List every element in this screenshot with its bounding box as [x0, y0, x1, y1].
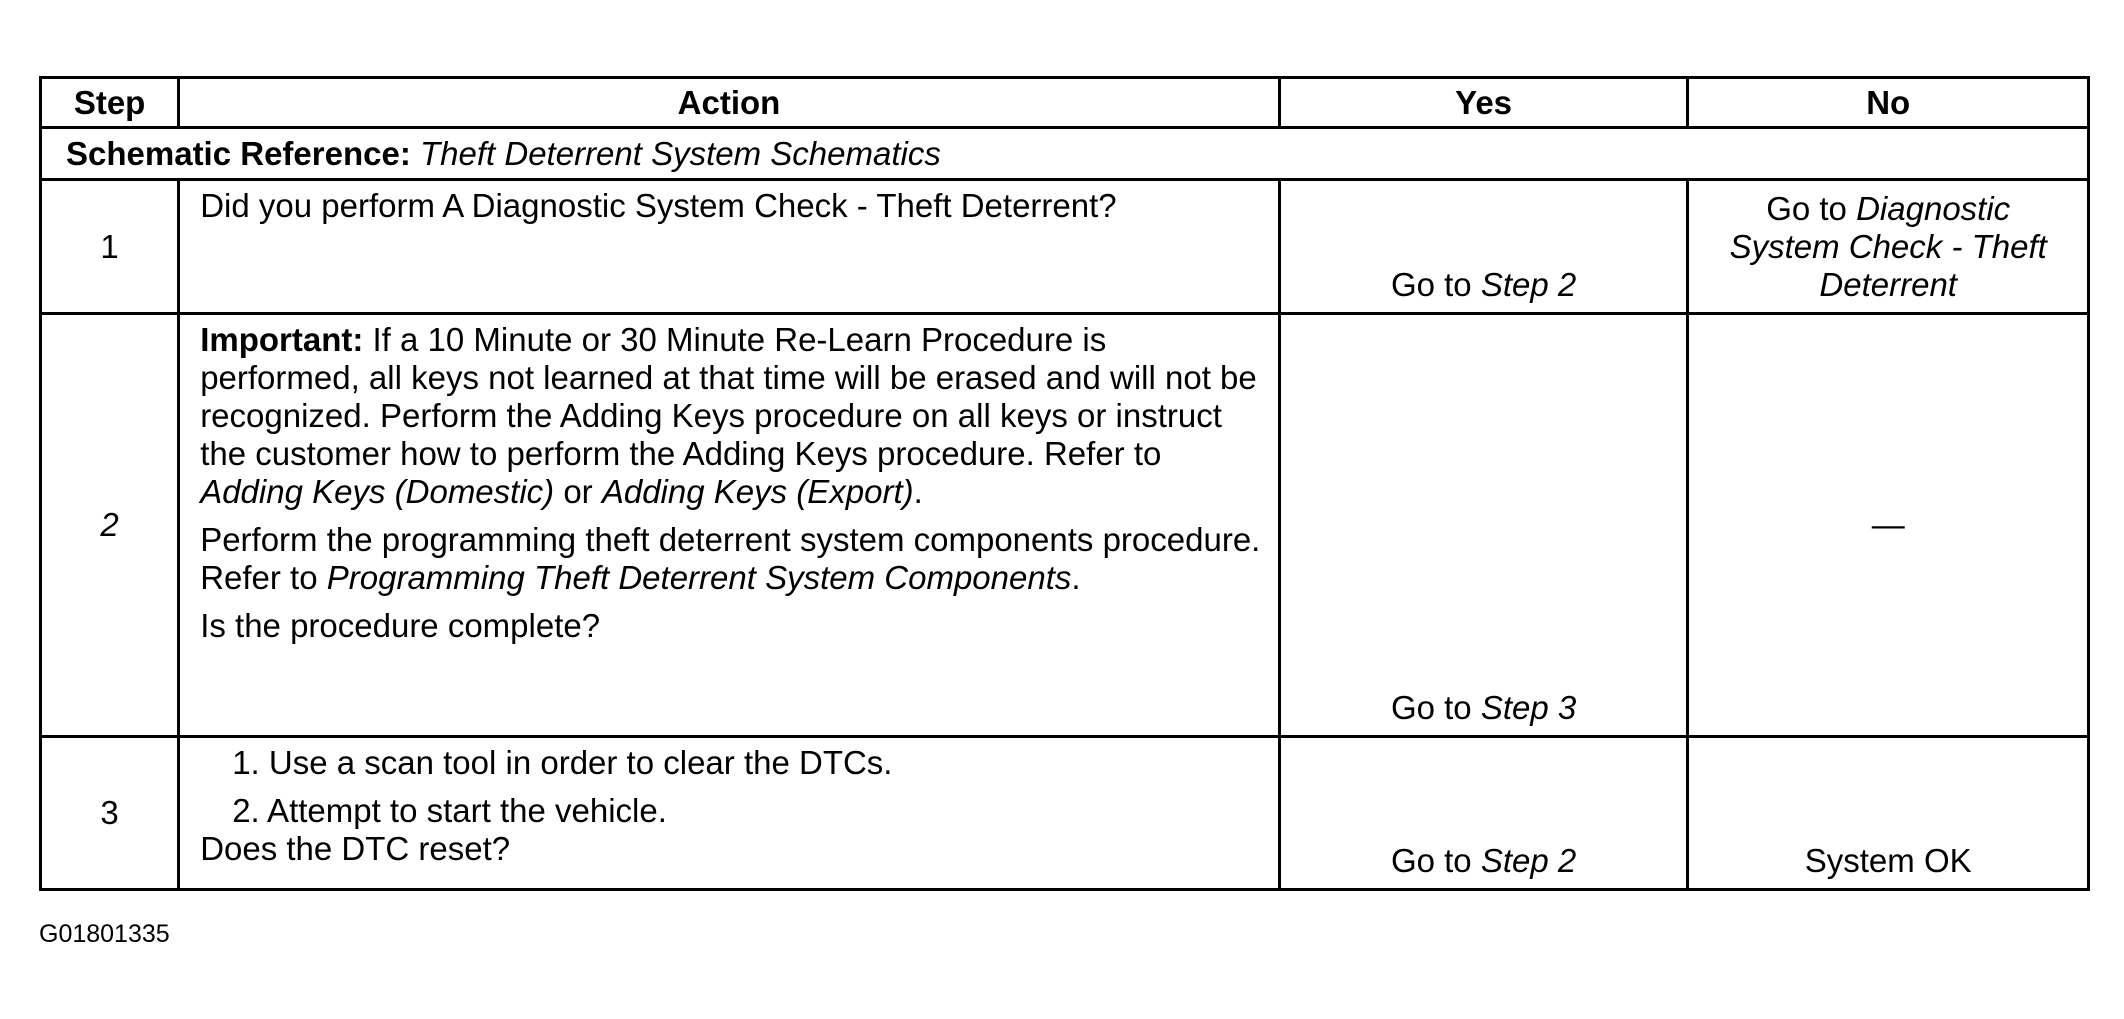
header-yes: Yes	[1279, 78, 1688, 128]
no-cell	[1688, 737, 2089, 890]
no-link-part-3[interactable]: Deterrent	[1819, 266, 1957, 303]
adding-keys-domestic-link[interactable]: Adding Keys (Domestic)	[200, 473, 555, 510]
no-value: System OK	[1804, 842, 1972, 879]
yes-prefix: Go to	[1390, 689, 1481, 726]
action-question: Is the procedure complete?	[200, 607, 601, 644]
schematic-reference-row	[41, 128, 2089, 180]
action-list	[200, 744, 1268, 830]
step-number-text: 2	[100, 506, 119, 543]
step-number: 1	[41, 180, 179, 314]
no-link-part-2[interactable]: System Check - Theft	[1729, 228, 2047, 265]
yes-step-link[interactable]: Step 3	[1480, 689, 1577, 726]
no-cell	[1688, 180, 2089, 314]
ref-or-text: or	[554, 473, 602, 510]
header-row	[41, 78, 2089, 128]
header-step: Step	[41, 78, 179, 128]
yes-cell	[1279, 180, 1688, 314]
schematic-reference-cell	[41, 128, 2089, 180]
no-value-dash: —	[1871, 506, 1905, 543]
no-link-part-1[interactable]: Diagnostic	[1856, 190, 2011, 227]
step-number	[41, 314, 179, 737]
important-note	[200, 321, 1268, 511]
action-question: Did you perform A Diagnostic System Check - Theft Deterrent?	[200, 187, 1117, 224]
step-number: 3	[41, 737, 179, 890]
programming-instruction	[200, 521, 1268, 597]
no-prefix: Go to	[1766, 190, 1857, 227]
yes-cell	[1279, 737, 1688, 890]
header-action: Action	[179, 78, 1280, 128]
schematic-reference-label: Schematic Reference:	[66, 134, 411, 172]
table-row-step-3	[41, 737, 2089, 890]
figure-code: G01801335	[39, 920, 170, 948]
diagnostic-table	[39, 76, 2090, 891]
list-item: 1. Use a scan tool in order to clear the DTCs.	[232, 744, 893, 781]
yes-prefix: Go to	[1390, 266, 1481, 303]
header-no: No	[1688, 78, 2089, 128]
table-row-step-2	[41, 314, 2089, 737]
yes-step-link[interactable]: Step 2	[1480, 266, 1577, 303]
no-cell	[1688, 314, 2089, 737]
adding-keys-export-link[interactable]: Adding Keys (Export)	[601, 473, 914, 510]
action-cell	[179, 180, 1280, 314]
action-cell	[179, 314, 1280, 737]
table-row-step-1	[41, 180, 2089, 314]
ref-end-text: .	[913, 473, 923, 510]
programming-link[interactable]: Programming Theft Deterrent System Components	[326, 559, 1072, 596]
list-item: 2. Attempt to start the vehicle.	[232, 792, 667, 829]
schematic-reference-link[interactable]: Theft Deterrent System Schematics	[420, 134, 941, 172]
yes-step-link[interactable]: Step 2	[1480, 842, 1577, 879]
important-label: Important:	[200, 321, 364, 358]
important-text: If a 10 Minute or 30 Minute Re-Learn Procedure is performed, all keys not learned at that time will be erased and will not be recognized. Perform the Adding Keys procedure on all keys or instruct the customer how to perform the Adding Keys procedure. Refer to	[200, 321, 1257, 472]
action-cell	[179, 737, 1280, 890]
action-question: Does the DTC reset?	[200, 830, 511, 867]
programming-text: Perform the programming theft deterrent system components procedure. Refer to	[200, 521, 1261, 596]
yes-cell	[1279, 314, 1688, 737]
yes-prefix: Go to	[1390, 842, 1481, 879]
programming-end-text: .	[1071, 559, 1081, 596]
